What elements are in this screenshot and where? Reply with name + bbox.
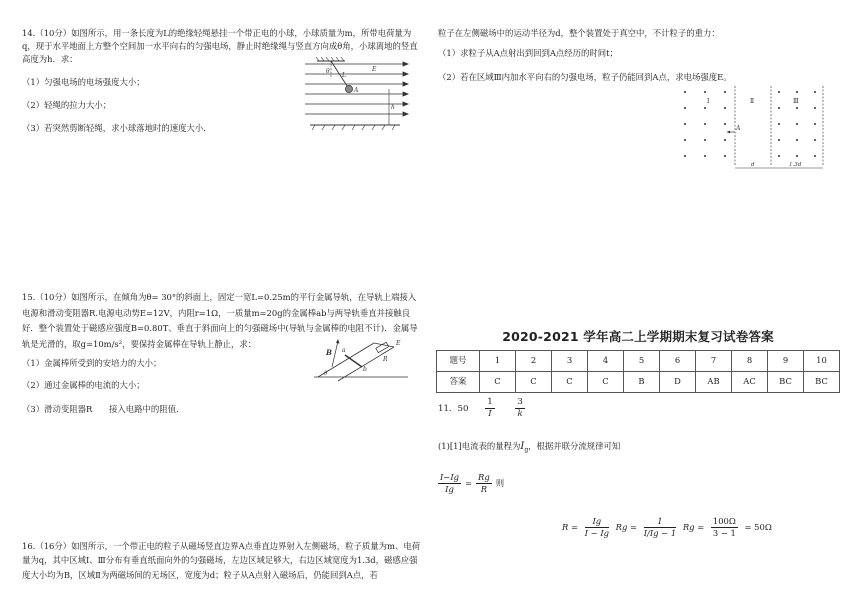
q15-theta: θ [324,371,328,377]
q15-B: B [326,348,332,357]
q15-a: a [342,347,346,354]
answer-value: D [660,372,696,393]
answer-number: 10 [804,351,840,372]
answer-number: 8 [732,351,768,372]
equation-1: $\frac{I-Ig}{Ig}$ = $\frac{Rg}{R}$ 则 [440,472,505,494]
q14-theta: θ [326,68,330,75]
answer-11-label: 11．50 [438,404,469,415]
question-16 [22,539,422,582]
q14-sub2: （2）轻绳的拉力大小； [22,100,112,111]
row-label-answer: 答案 [437,372,480,393]
answer-number: 6 [660,351,696,372]
q16b-sub1: （1）求粒子从A点射出到回到A点经历的时间t； [438,48,618,59]
answer-number: 7 [696,351,732,372]
q16b-sub2: （2）若在区域Ⅲ内加水平向右的匀强电场，粒子仍能回到A点，求电场强度E。 [438,71,732,82]
q14-text: 14.（10分）如图所示，用一条长度为L的绝缘轻绳悬挂一个带正电的小球，小球质量为m，所带电荷量为q，现于水平地面上方整个空间加一水平向右的匀强电场，静止时绝缘绳与竖直方向成θ角，小球离地的竖直高度为h．求： [22,28,418,65]
answer-number: 1 [480,351,516,372]
answer-number: 5 [624,351,660,372]
q15-E: E [396,340,401,347]
q15-sub2: （2）通过金属棒的电流的大小； [22,379,145,390]
answer-value: C [480,372,516,393]
q16-region-1: Ⅰ [707,98,710,105]
answer-number: 4 [588,351,624,372]
q14-sub1: （1）匀强电场的电场强度大小； [22,77,145,88]
q16-figure [675,86,840,174]
answer-value: B [624,372,660,393]
q14-L: L [342,72,346,79]
q14-h: h [391,104,395,111]
explanation-line: (1)[1]电流表的量程为$I_g$，根据并联分流规律可知 [438,441,621,454]
q15-text: 15.（10分）如图所示，在倾角为θ= 30°的斜面上，固定一宽L=0.25m的平行金属导轨，在导轨上端接入电源和滑动变阻器R.电源电动势E=12V，内阻r=1Ω，一质量m=20g的金属棒ab与两导轨垂直并接触良好．整个装置处于磁感应强度B=0.80T、垂直于斜面向上的匀强磁场中(导轨与金属棒的电阻不计)．金属导轨是光滑的，取g=10m/s²，要保持金属棒在导轨上静止，求： [22,292,418,349]
q14-figure [305,55,415,133]
answer-number: 9 [768,351,804,372]
answer-value: C [516,372,552,393]
answer-value: AB [696,372,732,393]
answer-value: AC [732,372,768,393]
row-label-number: 题号 [437,351,480,372]
answer-value: C [588,372,624,393]
answer-11-frac-1: $\frac{1}{I}$ [487,397,493,420]
answer-11-frac-2: $\frac{3}{k}$ [517,397,523,420]
q15-sub3: （3）滑动变阻器R 接入电路中的阻值． [22,404,185,415]
q16-width-1.3d: 1.3d [789,162,802,168]
q14-A: A [354,87,359,94]
answers-row-values [437,372,840,393]
answers-table [436,350,840,393]
answer-value: BC [804,372,840,393]
q15-figure [312,337,412,387]
answer-value: BC [768,372,804,393]
question-16-continued [438,27,838,84]
answer-11 [438,397,529,420]
answer-value: C [552,372,588,393]
q15-sub1: （1）金属棒所受到的安培力的大小； [22,358,162,369]
q15-b: b [363,366,367,373]
q15-R: R [383,356,388,363]
q16-text: 16.（16分）如图所示，一个带正电的粒子从磁场竖直边界A点垂直边界射入左侧磁场，粒子质量为m、电荷量为q，其中区域Ⅰ、Ⅲ分布有垂直纸面向外的匀强磁场，左边区域足够大，右边区域宽度为1.3d，磁感应强度大小均为B，区域Ⅱ为两磁场间的无场区，宽度为d；粒子从A点射入磁场后，仍能回到A点，若 [22,541,421,580]
q14-sub3: （3）若突然剪断轻绳，求小球落地时的速度大小． [22,123,212,134]
q16-region-2: Ⅱ [750,98,755,105]
answers-row-numbers [437,351,840,372]
answers-title: 2020-2021 学年高二上学期期末复习试卷答案 [502,329,774,344]
q16-width-d: d [751,162,755,168]
answer-number: 2 [516,351,552,372]
equation-2: R = $\frac{Ig}{I - Ig}$ Rg = $\frac{1}{I/Ig - 1}$ Rg = $\frac{100\Omega}{3 - 1}$ = 50Ω [562,516,772,538]
q14-E: E [372,66,377,73]
q16b-text: 粒子在左侧磁场中的运动半径为d，整个装置处于真空中，不计粒子的重力： [438,28,720,38]
q16-region-3: Ⅲ [793,98,799,105]
q16-point-A: A [736,125,741,132]
answer-number: 3 [552,351,588,372]
